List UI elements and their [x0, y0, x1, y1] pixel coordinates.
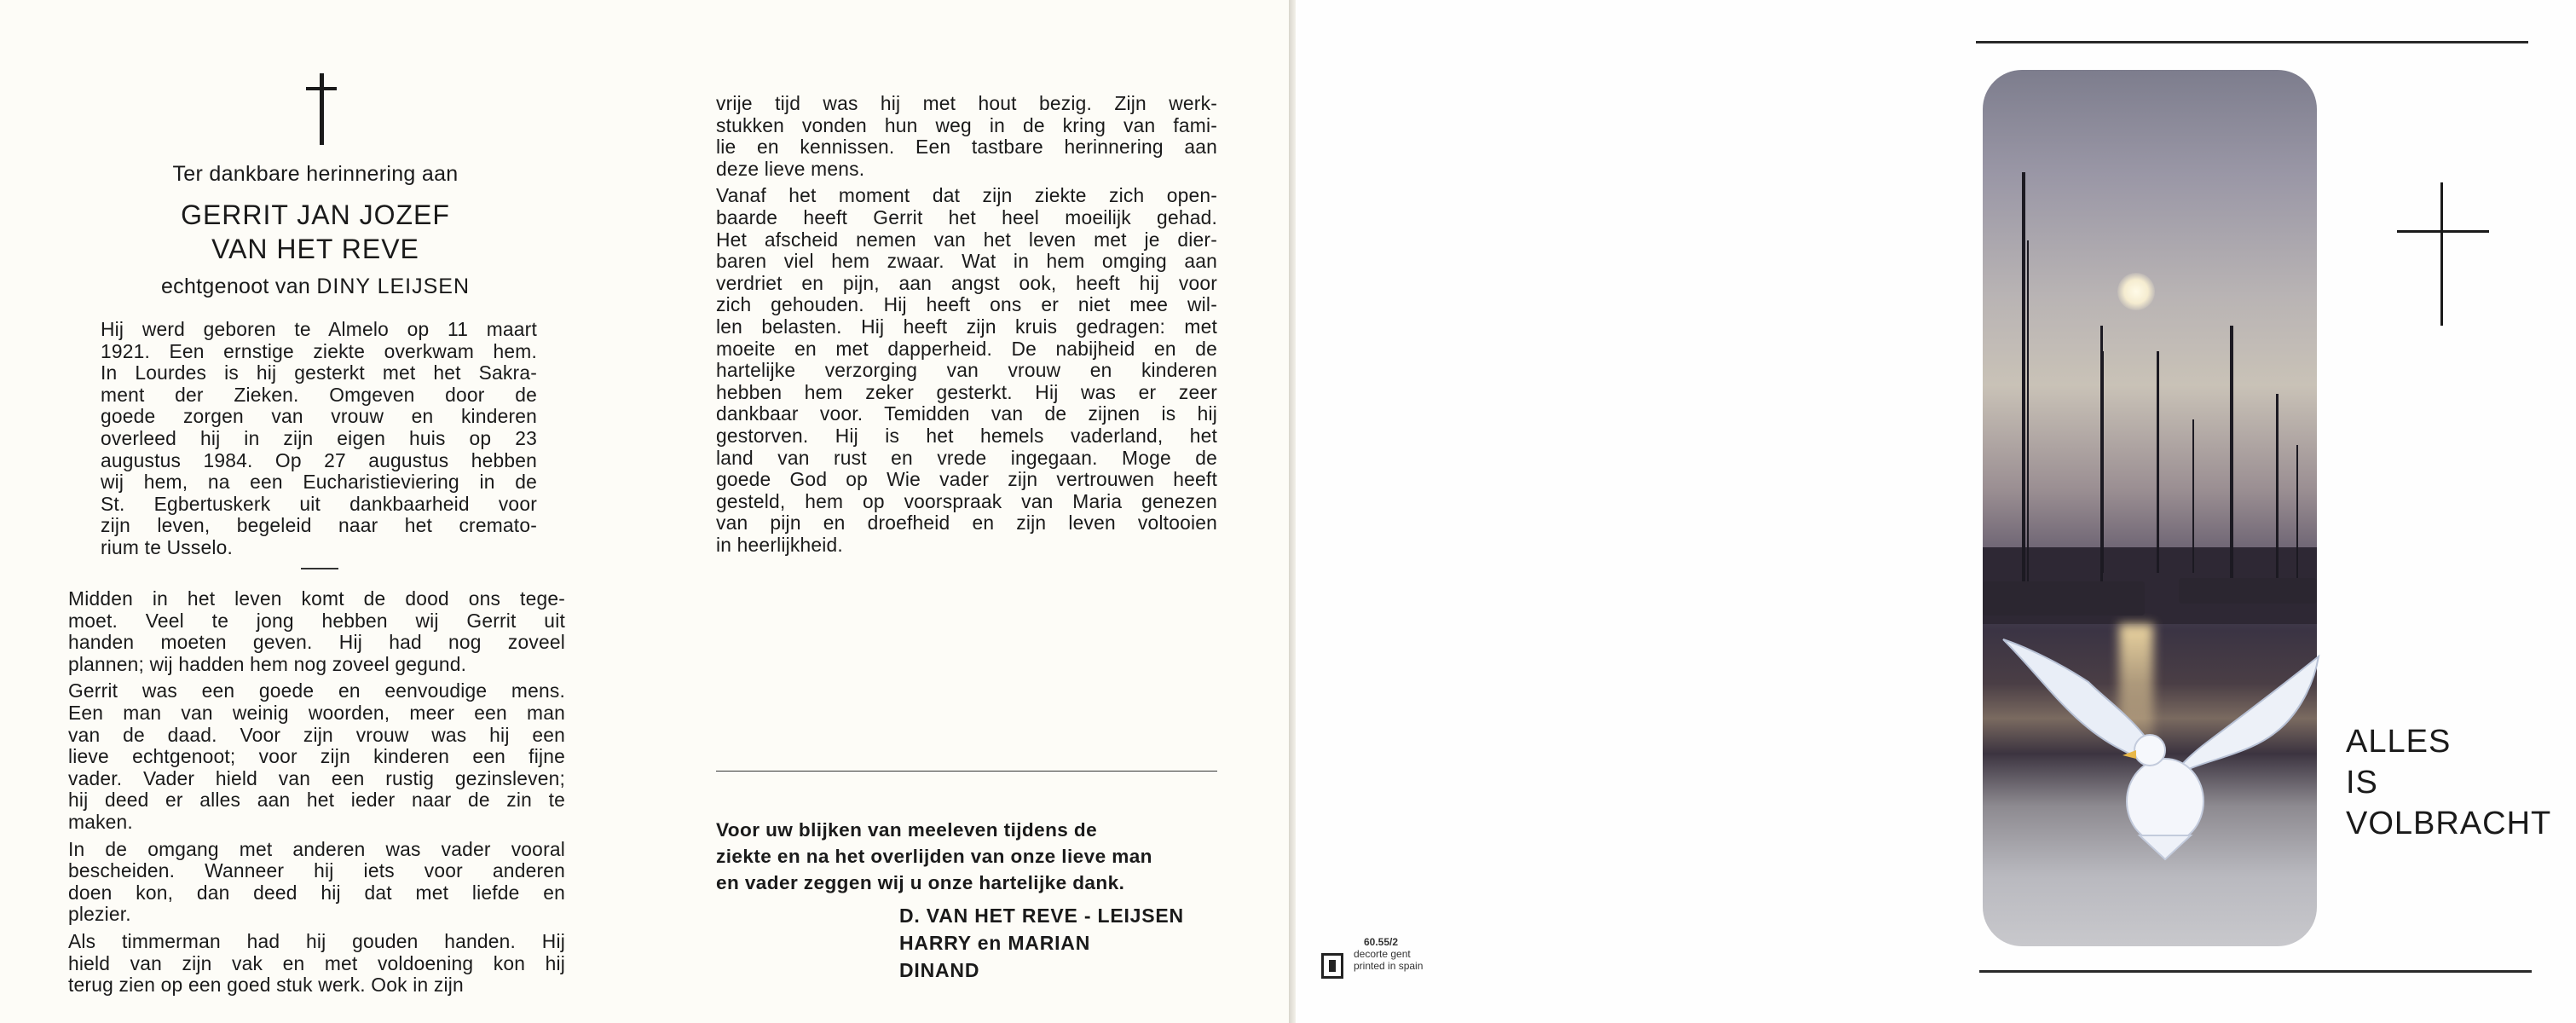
intro-text: Ter dankbare herinnering aan [172, 162, 459, 186]
text-line: hij deed er alles aan het ieder naar de zin te [68, 789, 565, 812]
thanks-line: en vader zeggen wij u onze hartelijke dank. [716, 872, 1125, 893]
publisher-code: 60.55/2 [1364, 936, 1399, 948]
text-line: goede zorgen van vrouw en kinderen [101, 405, 537, 428]
text-line: Het afscheid nemen van het leven met je dier- [716, 228, 1217, 251]
publisher-logo-icon [1321, 953, 1343, 979]
signer-name: HARRY en MARIAN [899, 932, 1091, 954]
text-line: wij hem, na een Eucharistieviering in de [101, 471, 537, 494]
spouse-line [77, 275, 554, 299]
cross-icon-right [2397, 182, 2489, 326]
text-line: Vanaf het moment dat zijn ziekte zich open- [716, 184, 1217, 207]
paragraph [68, 588, 565, 675]
text-line: goede God op Wie vader zijn vertrouwen heeft [716, 468, 1217, 491]
signer-name: D. VAN HET REVE - LEIJSEN [899, 905, 1184, 927]
text-line: In Lourdes is hij gesterkt met het Sakra- [101, 361, 537, 384]
paragraph [716, 185, 1217, 556]
text-line: moeite en met dapperheid. De nabijheid en de [716, 337, 1217, 360]
text-line: gestorven. Hij is het hemels vaderland, het [716, 424, 1217, 447]
text-line: plannen; wij hadden hem nog zoveel gegund. [68, 652, 467, 675]
text-line: van de daad. Voor zijn vrouw was hij een [68, 723, 565, 746]
signers [899, 902, 1257, 984]
text-line: hield van zijn vak en met voldoening kon hij [68, 951, 565, 974]
publisher-name: decorte gent [1354, 948, 1411, 960]
text-line: len belasten. Hij heeft zijn kruis gedragen: met [716, 315, 1217, 338]
deceased-name-line1: GERRIT JAN JOZEF [181, 199, 450, 230]
text-line: Hij werd geboren te Almelo op 11 maart [101, 318, 537, 340]
text-line: Een man van weinig woorden, meer een man [68, 701, 565, 724]
text-line: bescheiden. Wanneer hij iets voor anderen [68, 859, 565, 882]
spouse-name: DINY LEIJSEN [316, 275, 471, 298]
text-line: overleed hij in zijn eigen huis op 23 [101, 426, 537, 449]
text-line: van pijn en droefheid en zijn leven voltooien [716, 512, 1217, 535]
text-line: vader. Vader hield van een rustig gezinsleven; [68, 766, 565, 789]
section-divider [301, 568, 338, 569]
spouse-prefix: echtgenoot van [160, 275, 311, 298]
title-line-2: IS [2346, 765, 2378, 800]
text-line: baren viel hem zwaar. Wat in hem omging aan [716, 250, 1217, 273]
text-line: augustus 1984. Op 27 augustus hebben [101, 448, 537, 471]
paragraph [68, 931, 565, 997]
text-line: land van rust en vrede ingegaan. Moge de [716, 446, 1217, 469]
publisher-printed: printed in spain [1354, 960, 1424, 972]
thanks-divider [716, 771, 1217, 772]
title-line-3: VOLBRACHT [2346, 806, 2552, 841]
text-line: terug zien op een goed stuk werk. Ook in zijn [68, 974, 464, 997]
text-line: St. Egbertuskerk uit dankbaarheid voor [101, 492, 537, 515]
text-line: hartelijke verzorging van vrouw en kinderen [716, 359, 1217, 382]
text-line: doen kon, dan deed hij dat met liefde en [68, 881, 565, 904]
text-line: ment der Zieken. Omgeven door de [101, 383, 537, 406]
text-line: zijn leven, begeleid naar het cremato- [101, 514, 537, 537]
text-line: Midden in het leven komt de dood ons tege- [68, 587, 565, 610]
signer-name: DINAND [899, 959, 980, 981]
title-line-1: ALLES [2346, 724, 2452, 760]
text-line: baarde heeft Gerrit het heel moeilijk gehad. [716, 205, 1217, 228]
text-line: deze lieve mens. [716, 157, 865, 180]
text-line: maken. [68, 810, 133, 833]
cross-icon [303, 73, 340, 145]
text-line: 1921. Een ernstige ziekte overkwam hem. [101, 339, 537, 362]
text-line: stukken vonden hun weg in de kring van fami- [716, 113, 1217, 136]
thanks-text [716, 817, 1227, 896]
biography [101, 319, 537, 559]
text-line: hebben hem zeker gesterkt. Hij was er zeer [716, 380, 1217, 403]
text-line: rium te Usselo. [101, 535, 234, 558]
text-line: In de omgang met anderen was vader vooral [68, 837, 565, 860]
thanks-line: Voor uw blijken van meeleven tijdens de [716, 819, 1098, 841]
text-line: handen moeten geven. Hij had nog zoveel [68, 631, 565, 654]
text-line: zich gehouden. Hij heeft ons er niet mee wil- [716, 293, 1217, 316]
title-alles-is-volbracht [2346, 721, 2551, 844]
paragraph [716, 93, 1217, 180]
text-line: Als timmerman had hij gouden handen. Hij [68, 929, 565, 952]
text-line: vrije tijd was hij met hout bezig. Zijn werk- [716, 92, 1217, 114]
thanks-line: ziekte en na het overlijden van onze lieve man [716, 846, 1152, 867]
text-line: gesteld, hem op voorspraak van Maria genezen [716, 489, 1217, 512]
paragraph [68, 839, 565, 926]
text-line: plezier. [68, 903, 131, 926]
text-line: lie en kennissen. Een tastbare herinnering aan [716, 136, 1217, 159]
card-gap [1289, 0, 1296, 1023]
top-rule [1976, 41, 2528, 43]
text-line: in heerlijkheid. [716, 533, 843, 556]
text-line: lieve echtgenoot; voor zijn kinderen een fijne [68, 745, 565, 768]
text-line: moet. Veel te jong hebben wij Gerrit uit [68, 609, 565, 632]
right-column-text [716, 93, 1217, 561]
deceased-name-line2: VAN HET REVE [211, 234, 419, 264]
bottom-rule [1979, 970, 2532, 973]
text-line: Gerrit was een goede en eenvoudige mens. [68, 679, 565, 702]
text-line: dankbaar voor. Temidden van de zijnen is hij [716, 402, 1217, 425]
paragraph [68, 680, 565, 833]
text-line: verdriet en pijn, aan angst ook, heeft hij voor [716, 271, 1217, 294]
left-column-text [68, 588, 565, 1002]
dove-icon [1995, 631, 2327, 861]
memorial-card-outside [1296, 0, 2576, 1023]
